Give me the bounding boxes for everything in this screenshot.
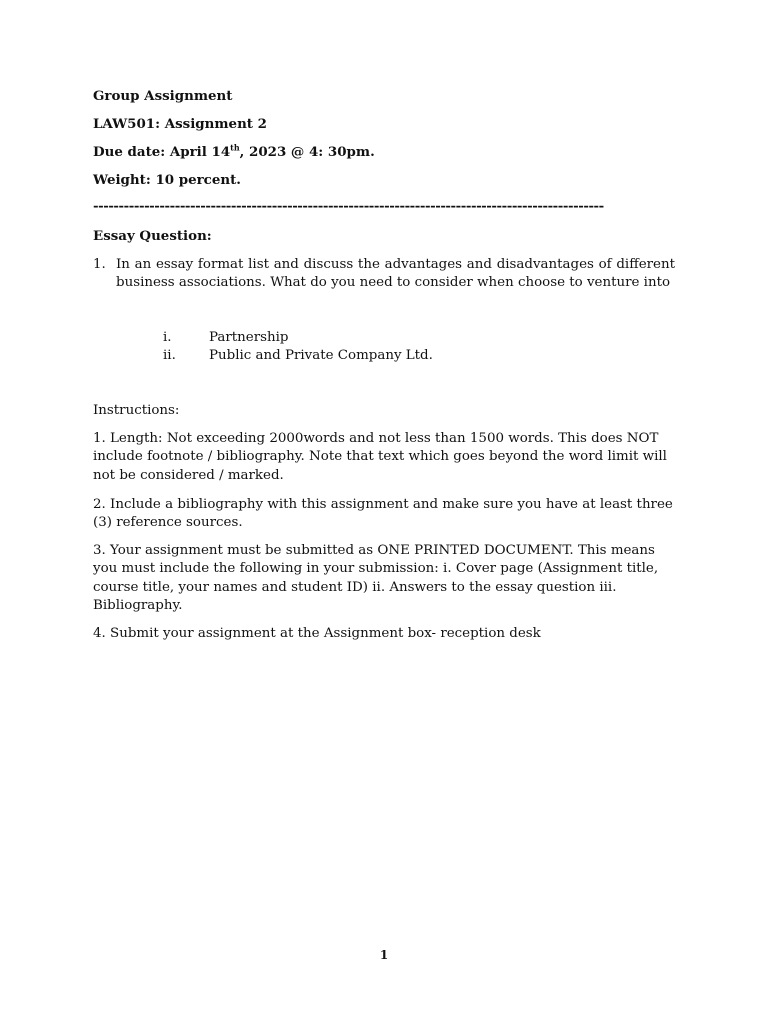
due-date-ordinal: th (230, 142, 240, 153)
dashed-divider: ---------------------------------------------------------------------------------------------------- (93, 198, 604, 214)
instructions-heading: Instructions: (93, 403, 180, 418)
course-code: LAW501: Assignment 2 (93, 116, 267, 132)
page-number: 1 (379, 948, 389, 962)
assignment-title: Group Assignment (93, 88, 233, 104)
option-partnership: Partnership (209, 330, 289, 345)
option-number: i. (163, 330, 172, 345)
essay-heading: Essay Question: (93, 228, 212, 244)
weight: Weight: 10 percent. (93, 172, 241, 188)
due-date-prefix: Due date: April 14 (93, 144, 231, 160)
option-company: Public and Private Company Ltd. (209, 348, 433, 363)
option-number: ii. (163, 348, 176, 363)
question-text: In an essay format list and discuss the advantages and disadvantages of different business associations. What do you need to consider when choose to venture into (116, 257, 675, 290)
question-number: 1. (93, 257, 106, 272)
instruction-length: 1. Length: Not exceeding 2000words and not less than 1500 words. This does NOT include footnote / bibliography. Note that text which goes beyond the word limit will not be considered / marked. (93, 431, 667, 483)
due-date-suffix: , 2023 @ 4: 30pm. (239, 144, 375, 160)
instruction-submission-format: 3. Your assignment must be submitted as ONE PRINTED DOCUMENT. This means you must include the following in your submission: i. Cover page (Assignment title, course title, your names and student ID) ii. Answers to the essay question iii. Bibliography. (93, 543, 659, 613)
instruction-submission-location: 4. Submit your assignment at the Assignment box- reception desk (93, 626, 541, 641)
due-date (93, 143, 375, 161)
instruction-bibliography: 2. Include a bibliography with this assignment and make sure you have at least three (3) reference sources. (93, 497, 673, 531)
